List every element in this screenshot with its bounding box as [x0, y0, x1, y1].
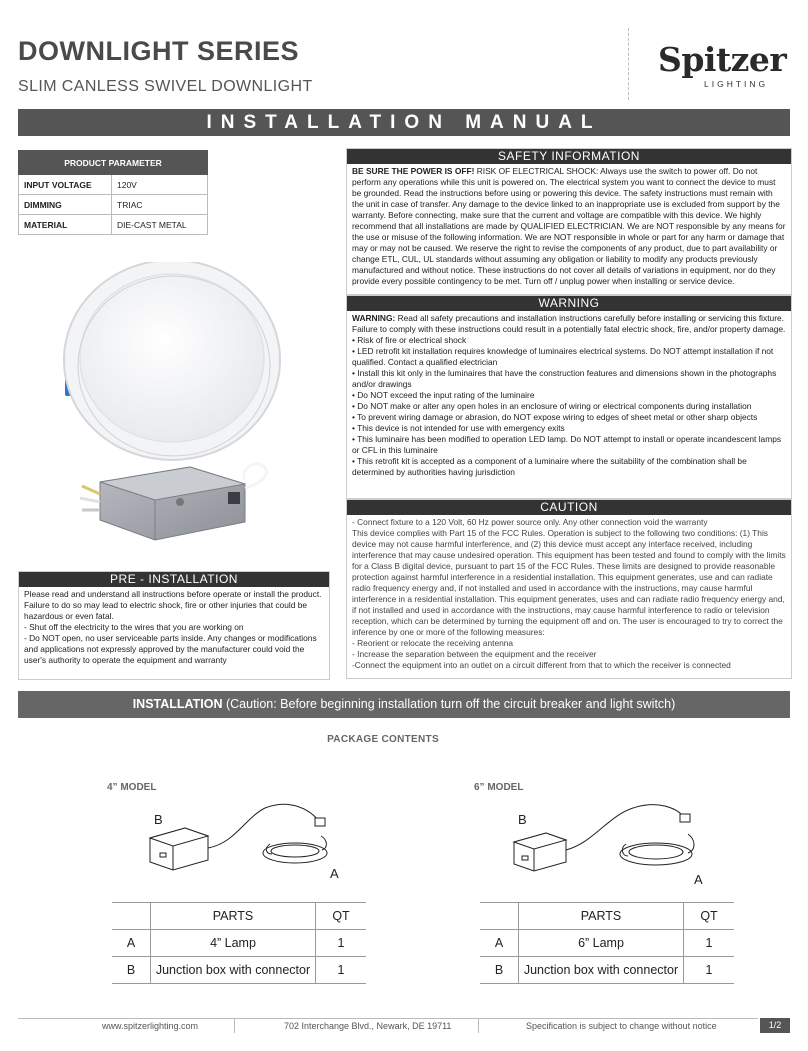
warning-section — [346, 295, 792, 499]
model-4-drawing — [140, 798, 380, 893]
safety-information-title: SAFETY INFORMATION — [347, 149, 791, 164]
part-qty: 1 — [684, 957, 735, 984]
manual-title-bar: INSTALLATION MANUAL — [18, 109, 790, 136]
list-item: - Increase the separation between the equipment and the receiver — [352, 649, 597, 659]
installation-bar — [18, 691, 790, 718]
param-value: TRIAC — [112, 195, 208, 215]
model-6-parts-table — [480, 902, 734, 984]
part-qty: 1 — [684, 930, 735, 957]
product-photo — [40, 262, 300, 552]
list-item: • This device is not intended for use with emergency exits — [352, 423, 565, 433]
warning-title: WARNING — [347, 296, 791, 311]
table-row — [480, 930, 734, 957]
parts-header-id — [480, 903, 519, 930]
part-qty: 1 — [316, 930, 367, 957]
caution-title: CAUTION — [347, 500, 791, 515]
list-item: - Reorient or relocate the receiving antenna — [352, 638, 514, 648]
param-key: INPUT VOLTAGE — [19, 175, 112, 195]
label-b: B — [518, 812, 527, 827]
list-item: • This retrofit kit is accepted as a component of a luminaire where the suitability of the combination shall be determined by authorities having jurisdiction — [352, 456, 747, 477]
warning-intro — [352, 313, 786, 335]
warning-lead: WARNING: — [352, 313, 396, 323]
series-subtitle: SLIM CANLESS SWIVEL DOWNLIGHT — [18, 78, 313, 95]
model-4-heading: 4” MODEL — [107, 782, 157, 793]
model-6-heading: 6” MODEL — [474, 782, 524, 793]
caution-section — [346, 499, 792, 679]
page-number: 1/2 — [760, 1018, 790, 1033]
param-key: DIMMING — [19, 195, 112, 215]
label-a: A — [694, 872, 703, 887]
list-item: This device complies with Part 15 of the FCC Rules. Operation is subject to the following two conditions: (1) This device may not cause harmful interference, and (2) this device must accept any interface received, including interference that may cause undesired operation. This equipment has been tested and found to comply with the limits for a Class B digital device, pursuant to part 15 of the FCC Rules. These limits are designed to provide reasonable protection against harmful interference in a residential installation. This equipment generates, use and can radiate radio frequency energy and, if not installed and used in accordance with the instructions, may cause harmful interference in a residential installation. This equipment generates, uses and can radiate radio frequency energy and, if not installed and used in accordance with the instructions, may cause harmful interference to radio or television reception, which can be determined by turning the equipment off and on. The user is encouraged to try to correct the inference by one or more of the following measures: — [352, 528, 786, 637]
list-item: • Do NOT make or alter any open holes in an enclosure of wiring or electrical components during installation — [352, 401, 752, 411]
part-name: 4” Lamp — [151, 930, 316, 957]
list-item: • Install this kit only in the luminaires that have the construction features and dimensions shown in the photographs and/or drawings — [352, 368, 777, 389]
param-value: DIE-CAST METAL — [112, 215, 208, 235]
safety-text: RISK OF ELECTRICAL SHOCK: Always use the switch to power off. Do not perform any operations while this unit is powered on. The electrical system you want to connect the device to must be grounded. Read the instructions before using or powering this device. The safety instructions must remain with the unit in case of transfer. Any damage to the device linked to an inappropriate use is excluded from support by the warranty. Before connecting, make sure that the current and voltage are compatible with this device. We highly recommend that all installations are made by QUALIFIED ELECTRICIAN. We are NOT responsible by any means for the use or misuse of the following information. We are NOT responsible in whole or part for any harm or damage that may or may not be caused. We reserve the right to revise the components of any product, due to part availability or change ETL, CUL, UL standards without assuming any obligation or liability to modify any products previously manufactured and without notice. These instructions do not cover all details of variations in equipment, nor do they provide every possible contingency to be met. Turn off / unplug power when installing or service device. — [352, 166, 786, 286]
logo-subtext: LIGHTING — [704, 79, 769, 89]
table-row — [112, 930, 366, 957]
list-item: • LED retrofit kit installation requires knowledge of luminaires electrical systems. Do NOT attempt installation if not qualified. Contact a qualified electrician — [352, 346, 774, 367]
part-id: B — [112, 957, 151, 984]
logo-wordmark: Spitzer — [658, 40, 787, 79]
warning-body — [347, 311, 791, 480]
product-parameter-table — [18, 150, 208, 235]
pre-installation-body — [19, 587, 329, 668]
table-row — [19, 195, 208, 215]
safety-information-section — [346, 148, 792, 295]
part-id: B — [480, 957, 519, 984]
label-b: B — [154, 812, 163, 827]
list-item: Please read and understand all instructions before operate or install the product. Failure to do so may lead to electric shock, fire or other injuries that could be hazardous or even fatal. — [24, 589, 322, 621]
table-row — [19, 215, 208, 235]
part-name: 6” Lamp — [519, 930, 684, 957]
table-row — [112, 957, 366, 984]
parts-header-id — [112, 903, 151, 930]
part-id: A — [112, 930, 151, 957]
part-name: Junction box with connector — [151, 957, 316, 984]
parts-header-parts: PARTS — [151, 903, 316, 930]
safety-information-body — [347, 164, 791, 289]
param-value: 120V — [112, 175, 208, 195]
safety-lead: BE SURE THE POWER IS OFF! — [352, 166, 475, 176]
caution-body — [347, 515, 791, 673]
part-id: A — [480, 930, 519, 957]
footer-separator — [478, 1019, 479, 1033]
parts-header-parts: PARTS — [519, 903, 684, 930]
param-key: MATERIAL — [19, 215, 112, 235]
part-name: Junction box with connector — [519, 957, 684, 984]
footer-address: 702 Interchange Blvd., Newark, DE 19711 — [284, 1021, 452, 1031]
pre-installation-title: PRE - INSTALLATION — [19, 572, 329, 587]
installation-title: INSTALLATION — [132, 697, 223, 711]
list-item: • Risk of fire or electrical shock — [352, 335, 467, 345]
package-contents-heading: PACKAGE CONTENTS — [327, 734, 439, 745]
list-item: - Do NOT open, no user serviceable parts inside. Any changes or modifications and applications not expressly approved by the manufacturer could void the user's authority to operate the equipment and warranty — [24, 633, 317, 665]
list-item: -Connect the equipment into an outlet on a circuit different from that to which the receiver is connected — [352, 660, 731, 670]
list-item: • To prevent wiring damage or abrasion, do NOT expose wiring to edges of sheet metal or other sharp objects — [352, 412, 758, 422]
series-title: DOWNLIGHT SERIES — [18, 36, 300, 66]
model-6-drawing — [508, 798, 748, 893]
list-item: • This luminaire has been modified to operation LED lamp. Do NOT attempt to install or operate incandescent lamps or CFL in this luminaire — [352, 434, 782, 455]
list-item: - Connect fixture to a 120 Volt, 60 Hz power source only. Any other connection void the warranty — [352, 517, 708, 527]
brand-logo — [652, 40, 792, 92]
pre-installation-section — [18, 571, 330, 680]
parts-header-qty: QT — [316, 903, 367, 930]
list-item: - Shut off the electricity to the wires that you are working on — [24, 622, 244, 632]
list-item: • Do NOT exceed the input rating of the luminaire — [352, 390, 535, 400]
footer-website[interactable]: www.spitzerlighting.com — [102, 1021, 199, 1031]
footer-separator — [234, 1019, 235, 1033]
part-qty: 1 — [316, 957, 367, 984]
label-a: A — [330, 866, 339, 881]
parts-header-qty: QT — [684, 903, 735, 930]
warning-intro-text: Read all safety precautions and installation instructions carefully before installing or servicing this fixture. Failure to comply with these instructions could result in a potentially fatal electric shock, fire, and/or property damage. — [352, 313, 786, 334]
model-4-parts-table — [112, 902, 366, 984]
product-parameter-title: PRODUCT PARAMETER — [19, 151, 208, 175]
table-row — [480, 957, 734, 984]
header-divider — [628, 28, 629, 100]
footer-notice: Specification is subject to change without notice — [526, 1021, 717, 1031]
footer-divider — [18, 1018, 758, 1019]
installation-note: (Caution: Before beginning installation turn off the circuit breaker and light switch) — [222, 697, 676, 711]
table-row — [19, 175, 208, 195]
